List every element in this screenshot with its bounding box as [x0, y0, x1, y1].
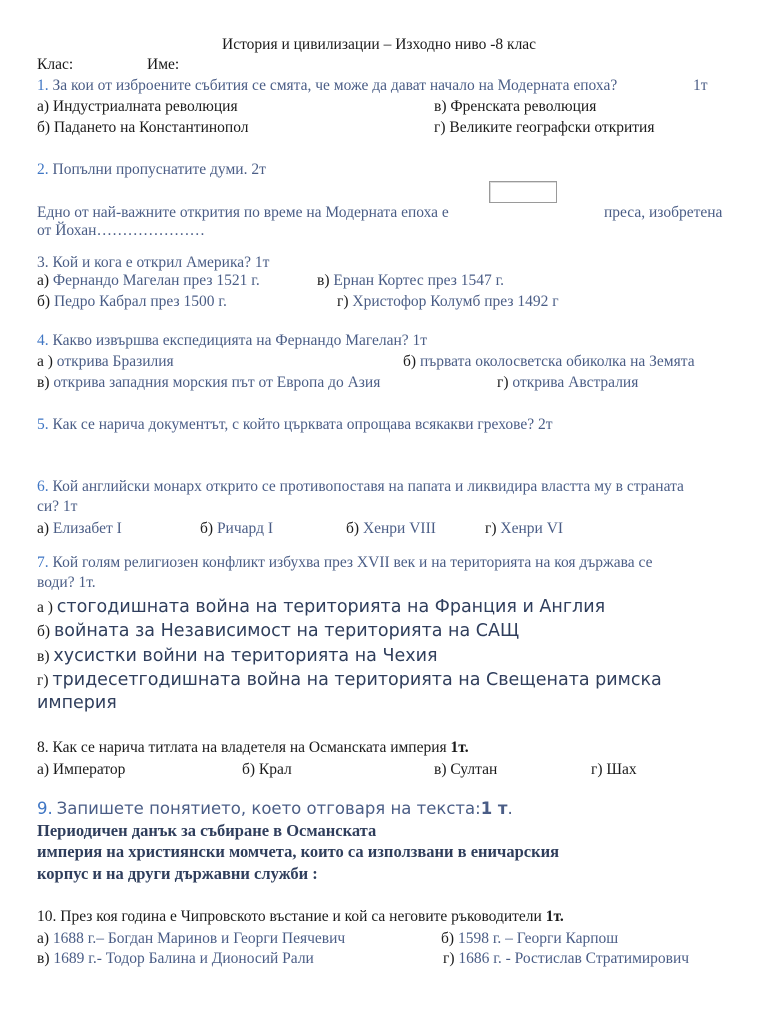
question-3: 3. Кой и кога е открил Америка? 1т	[37, 254, 270, 271]
answer-option: б) Хенри VIII	[346, 520, 436, 537]
answer-option: б) 1598 г. – Георги Карпош	[441, 930, 619, 947]
answer-option: а) Елизабет I	[37, 520, 122, 537]
answer-option: г) Христофор Колумб през 1492 г	[337, 293, 559, 310]
fill-in-sentence-end: преса, изобретена	[604, 204, 723, 221]
answer-option: г) Хенри VI	[485, 520, 564, 537]
answer-option: в) открива западния морския път от Европа до Азия	[37, 374, 381, 391]
fill-in-sentence-start: Едно от най-важните открития по време на Модерната епоха е	[37, 204, 449, 221]
question-number: 2.	[37, 161, 49, 178]
answer-option: а ) стогодишната война на територията на Франция и Англия	[37, 597, 606, 617]
question-text-line-2: води? 1т.	[37, 574, 96, 591]
question-points: 1 т	[480, 799, 508, 818]
question-4	[37, 332, 427, 350]
question-text-line-2: си? 1т	[37, 498, 78, 515]
answer-option-line-2: империя	[37, 693, 117, 713]
answer-option: б) Падането на Константинопол	[37, 119, 249, 136]
term-description-line-1: Периодичен данък за събиране в Османската	[37, 821, 377, 840]
question-text: 8. Как се нарича титлата на владетеля на Османската империя	[37, 739, 447, 756]
question-number: 6.	[37, 478, 49, 495]
question-number: 9.	[37, 799, 53, 818]
answer-option: г) тридесетгодишната война на територията на Свещената римска	[37, 670, 662, 690]
answer-option: в) хусистки войни на територията на Чехия	[37, 646, 438, 666]
answer-option: г) открива Австралия	[497, 374, 639, 391]
question-10	[37, 908, 564, 926]
question-6	[37, 478, 684, 496]
answer-option: а) Индустриалната революция	[37, 98, 238, 115]
answer-option: б) Ричард I	[200, 520, 273, 537]
question-text: Попълни пропуснатите думи. 2т	[52, 161, 266, 178]
answer-option: в) Султан	[434, 761, 498, 778]
question-text: За кои от изброените събития се смята, че може да дават начало на Модерната епоха?	[52, 77, 618, 94]
name-label: Име:	[147, 56, 180, 73]
question-text: Как се нарича документът, с който църквата опрощава всякакви грехове? 2т	[52, 416, 553, 433]
answer-option: г) 1686 г. - Ростислав Стратимирович	[443, 950, 690, 967]
question-number: 5.	[37, 416, 49, 433]
answer-option: б) първата околосветска обиколка на Земята	[403, 353, 695, 370]
question-number: 1.	[37, 77, 49, 94]
question-text: Кой английски монарх открито се противопоставя на папата и ликвидира властта му в страната	[52, 478, 684, 495]
answer-option: б) Крал	[242, 761, 292, 778]
question-5	[37, 416, 553, 434]
question-8	[37, 739, 469, 757]
question-points: 1т.	[450, 739, 469, 756]
term-description-line-3: корпус и на други държавни служби :	[37, 864, 318, 883]
question-text: Запишете понятието, което отговаря на текста:	[56, 799, 481, 818]
question-text: 10. През коя година е Чипровското въстание и кой са неговите ръководители	[37, 908, 542, 925]
fill-in-text-field[interactable]	[489, 181, 557, 203]
question-number: 7.	[37, 554, 49, 571]
answer-option: б) Педро Кабрал през 1500 г.	[37, 293, 227, 310]
question-points: 1т.	[545, 908, 564, 925]
answer-option: в) Ернан Кортес през 1547 г.	[317, 272, 505, 289]
answer-option: г) Шах	[591, 761, 637, 778]
question-text: Кой голям религиозен конфликт избухва през XVII век и на територията на коя държава се	[52, 554, 653, 571]
answer-option: а) Фернандо Магелан през 1521 г.	[37, 272, 260, 289]
question-9: 9. Запишете понятието, което отговаря на текста:1 т.	[37, 799, 513, 818]
answer-option: б) войната за Независимост на територията на САЩ	[37, 621, 520, 641]
answer-option: а ) открива Бразилия	[37, 353, 174, 370]
fill-in-sentence-line-2: от Йохан…………………	[37, 222, 205, 239]
question-2	[37, 161, 266, 179]
class-label: Клас:	[37, 56, 74, 73]
question-7	[37, 554, 652, 572]
answer-option: а) 1688 г.– Богдан Маринов и Георги Пеячевич	[37, 930, 346, 947]
answer-option: в) 1689 г.- Тодор Балина и Дионосий Рали	[37, 950, 314, 967]
answer-option: а) Император	[37, 761, 126, 778]
question-1	[37, 77, 617, 95]
question-text: Какво извършва експедицията на Фернандо Магелан? 1т	[52, 332, 428, 349]
answer-option: г) Великите географски открития	[434, 119, 655, 136]
answer-option: в) Френската революция	[434, 98, 597, 115]
term-description-line-2: империя на християнски момчета, които са използвани в еничарския	[37, 842, 560, 861]
question-points: 1т	[693, 77, 708, 94]
question-number: 4.	[37, 332, 49, 349]
page-title: История и цивилизации – Изходно ниво -8 клас	[222, 36, 537, 53]
